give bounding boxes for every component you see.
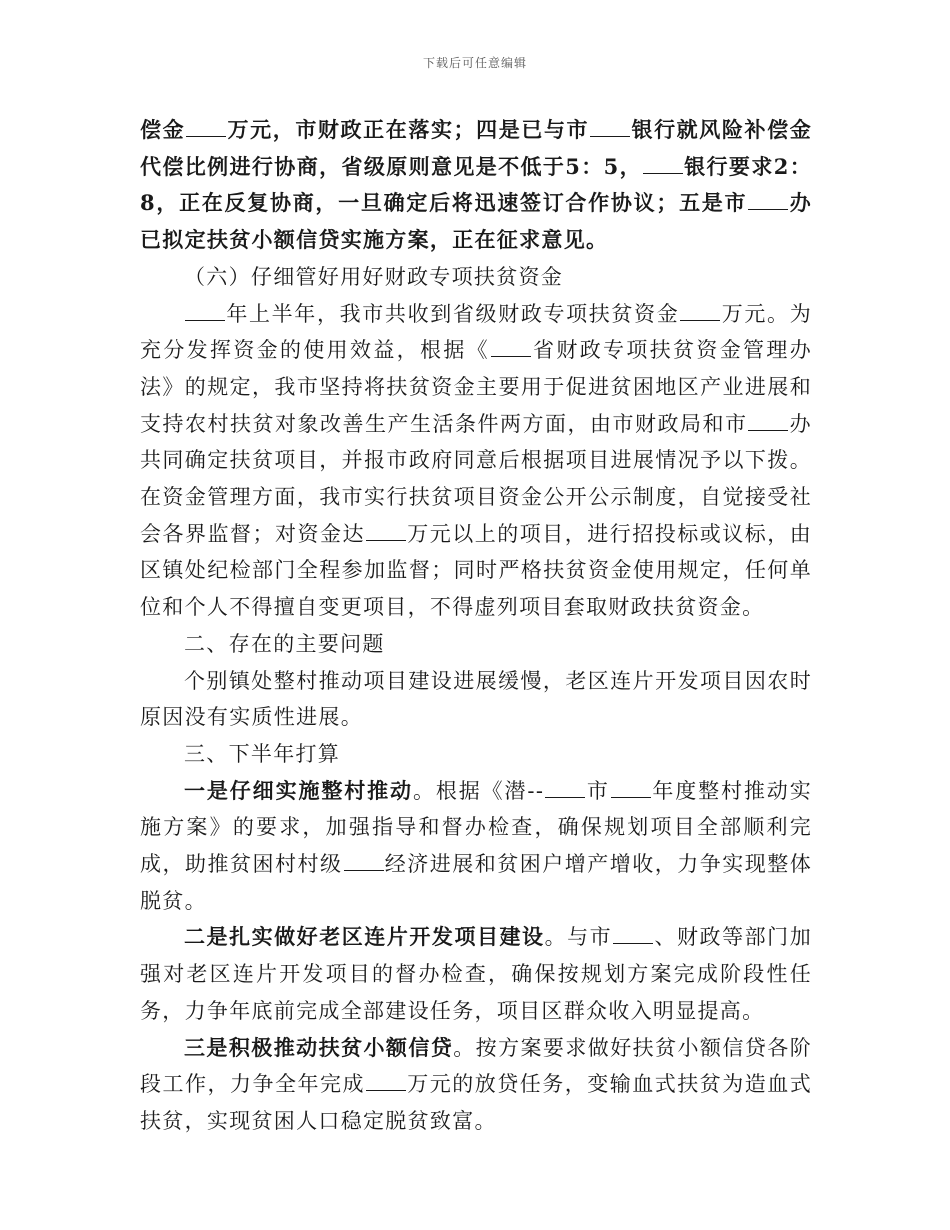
text-run: 省财政专项扶贫资金管理办法》的规定，我市坚持将扶贫资金主要用于促进贫困地区产业进展和支持农村扶贫对象改善生产生活条件两方面，由市财政局和市 bbox=[140, 338, 812, 436]
text-run: 。与市 bbox=[544, 925, 613, 950]
text-run: 万元。为充分发挥资金的使用效益，根据《 bbox=[140, 301, 812, 363]
blank-field bbox=[366, 1072, 406, 1091]
section-heading-6: （六）仔细管好用好财政专项扶贫资金 bbox=[184, 264, 564, 289]
section-heading-3: 三、下半年打算 bbox=[184, 741, 341, 766]
paragraph-funds bbox=[140, 296, 812, 626]
paragraph-compensation bbox=[140, 112, 812, 259]
blank-field bbox=[643, 155, 683, 174]
blank-field bbox=[545, 779, 585, 798]
lead-text: 一是仔细实施整村推动 bbox=[184, 777, 413, 803]
text-run: 办共同确定扶贫项目，并报市政府同意后根据项目进展情况予以下拨。在资金管理方面，我市实行扶贫项目资金公开公示制度，自觉接受社会各界监督；对资金达 bbox=[140, 411, 812, 546]
text-run: 经济进展和贫困户增产增收，力争实现整体脱贫。 bbox=[140, 852, 812, 913]
section-heading-2: 二、存在的主要问题 bbox=[184, 631, 385, 656]
blank-field bbox=[366, 522, 406, 541]
text-run: 市 bbox=[586, 778, 610, 803]
blank-field bbox=[590, 118, 630, 137]
lead-text: 二是扎实做好老区连片开发项目建设 bbox=[184, 924, 545, 950]
paragraph-plan-2 bbox=[140, 919, 812, 1029]
paragraph-plan-1 bbox=[140, 773, 812, 920]
blank-field bbox=[680, 302, 720, 321]
lead-text: 三是积极推动扶贫小额信贷 bbox=[184, 1034, 454, 1060]
blank-field bbox=[748, 191, 788, 210]
text-run: 万元，市财政正在落实；四是已与市 bbox=[227, 117, 590, 142]
blank-field bbox=[613, 925, 653, 944]
paragraph-plan-3 bbox=[140, 1030, 812, 1140]
blank-field bbox=[491, 338, 531, 357]
text-run: 万元以上的项目，进行招投标或议标，由区镇处纪检部门全程参加监督；同时严格扶贫资金使用规定，任何单位和个人不得擅自变更项目，不得虚列项目套取财政扶贫资金。 bbox=[140, 521, 812, 620]
page-header: 下载后可任意编辑 bbox=[422, 56, 527, 70]
document-body bbox=[140, 112, 812, 1140]
text-run: 年上半年，我市共收到省级财政专项扶贫资金 bbox=[226, 301, 680, 326]
text-run: 银行就风险补偿金代偿比例进行协商，省级原则意见是不低于5：5， bbox=[140, 117, 812, 179]
text-run: 年度整村推动实施方案》的要求，加强指导和督办检查，确保规划项目全部顺利完成，助推贫困村村级 bbox=[140, 778, 812, 877]
text-run: 银行要求2：8，正在反复协商，一旦确定后将迅速签订合作协议；五是市 bbox=[140, 153, 812, 216]
text-run: 办已拟定扶贫小额信贷实施方案，正在征求意见。 bbox=[140, 190, 812, 253]
blank-field bbox=[185, 302, 225, 321]
paragraph-problems: 个别镇处整村推动项目建设进展缓慢，老区连片开发项目因农时原因没有实质性进展。 bbox=[140, 668, 812, 730]
blank-field bbox=[748, 412, 788, 431]
blank-field bbox=[186, 118, 226, 137]
text-run: 万元的放贷任务，变输血式扶贫为造血式扶贫，实现贫困人口稳定脱贫致富。 bbox=[140, 1072, 812, 1133]
blank-field bbox=[611, 779, 651, 798]
text-run: 偿金 bbox=[140, 117, 186, 142]
text-run: 。根据《潜-- bbox=[412, 778, 545, 803]
text-run: 。按方案要求做好扶贫小额信贷各阶段工作，力争全年完成 bbox=[140, 1035, 812, 1097]
text-run: 、财政等部门加强对老区连片开发项目的督办检查，确保按规划方案完成阶段性任务，力争年底前完成全部建设任务，项目区群众收入明显提高。 bbox=[140, 925, 812, 1023]
blank-field bbox=[344, 852, 384, 871]
